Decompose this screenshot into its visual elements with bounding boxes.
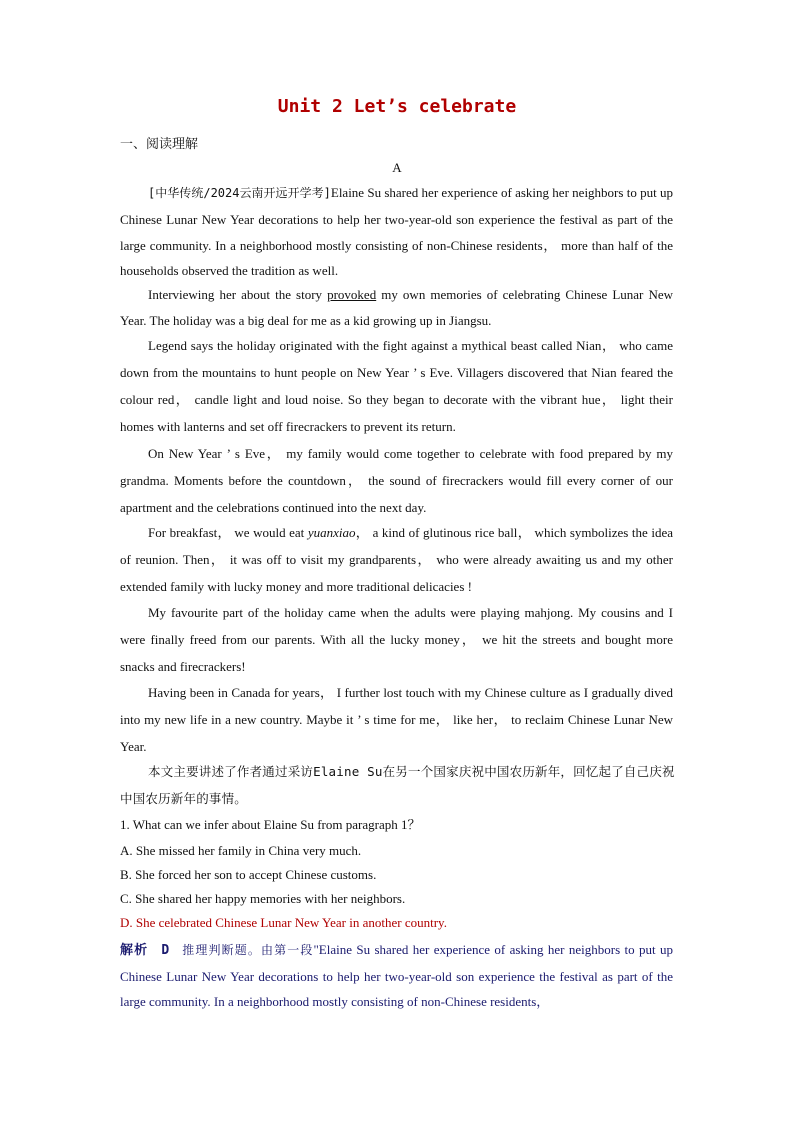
paragraph-2 [120,282,673,334]
italic-word: yuanxiao [307,525,356,540]
paragraph-2-text-b: my own memories of celebrating Chinese Lunar New Year. The holiday was a big deal for me as a kid growing up in Jiangsu. [120,287,673,328]
question-stem: 1. What can we infer about Elaine Su from paragraph 1？ [120,817,421,832]
paragraph-6: My favourite part of the holiday came when the adults were playing mahjong. My cousins and I were finally freed from our parents. With all the lucky money， we hit the streets and bought more snacks and firecrackers! [120,605,673,674]
analysis-tag: 解析 [120,943,149,958]
paragraph-5 [120,519,673,600]
paragraph-1-text: Elaine Su shared her experience of asking her neighbors to put up Chinese Lunar New Year decorations to help her two-year-old son experience the festival as part of the large community. In a neighborhood mostly consisting of non-Chinese residents， more than half of the households observed the tradition as well. [120,185,673,279]
analysis-block [120,937,673,1015]
option-a: A. She missed her family in China very much. [120,843,362,858]
option-c: C. She shared her happy memories with her neighbors. [120,891,406,906]
analysis-answer: D [161,943,170,958]
option-b: B. She forced her son to accept Chinese customs. [120,867,377,882]
underlined-word: provoked [327,287,377,302]
document-title: Unit 2 Let’s celebrate [277,96,517,117]
option-d-correct: D. She celebrated Chinese Lunar New Year in another country. [120,915,447,930]
source-tag: [中华传统/2024云南开远开学考] [148,186,331,200]
summary-note: 本文主要讲述了作者通过采访Elaine Su在另一个国家庆祝中国农历新年，回忆起了自己庆祝中国农历新年的事情。 [120,764,675,806]
paragraph-7: Having been in Canada for years， I further lost touch with my Chinese culture as I gradually dived into my new life in a new country. Maybe it ’ s time for me， like her， to reclaim Chinese Lunar New Year. [120,685,673,754]
passage-label: A [392,160,402,175]
analysis-text-cn: 推理判断题。由第一段 [182,943,314,957]
section-heading: 一、阅读理解 [120,136,199,151]
paragraph-3: Legend says the holiday originated with the fight against a mythical beast called Nian， who came down from the mountains to hunt people on New Year ’ s Eve. Villagers discovered that Nian feared the colour red， candle light and loud noise. So they began to decorate with the vibrant hue， light their homes with lanterns and set off firecrackers to prevent its return. [120,338,673,434]
paragraph-2-text-a: Interviewing her about the story [148,287,328,302]
paragraph-4: On New Year ’ s Eve， my family would come together to celebrate with food prepared by my grandma. Moments before the countdown， the sound of firecrackers would fill every corner of our apartment and the celebrations continued into the next day. [120,446,673,515]
analysis-text-en: "Elaine Su shared her experience of asking her neighbors to put up Chinese Lunar New Year decorations to help her two-year-old son experience the festival as part of the large community. In a neighborhood mostly consisting of non-Chinese residents， [120,942,673,1009]
paragraph-5-text-b: ， a kind of glutinous rice ball， which symbolizes the idea of reunion. Then， it was off to visit my grandparents， who were already awaiting us and my other extended family with lucky money and more traditional delicacies ! [120,525,673,594]
paragraph-1 [120,180,673,284]
paragraph-5-text-a: For breakfast， we would eat [148,525,308,540]
